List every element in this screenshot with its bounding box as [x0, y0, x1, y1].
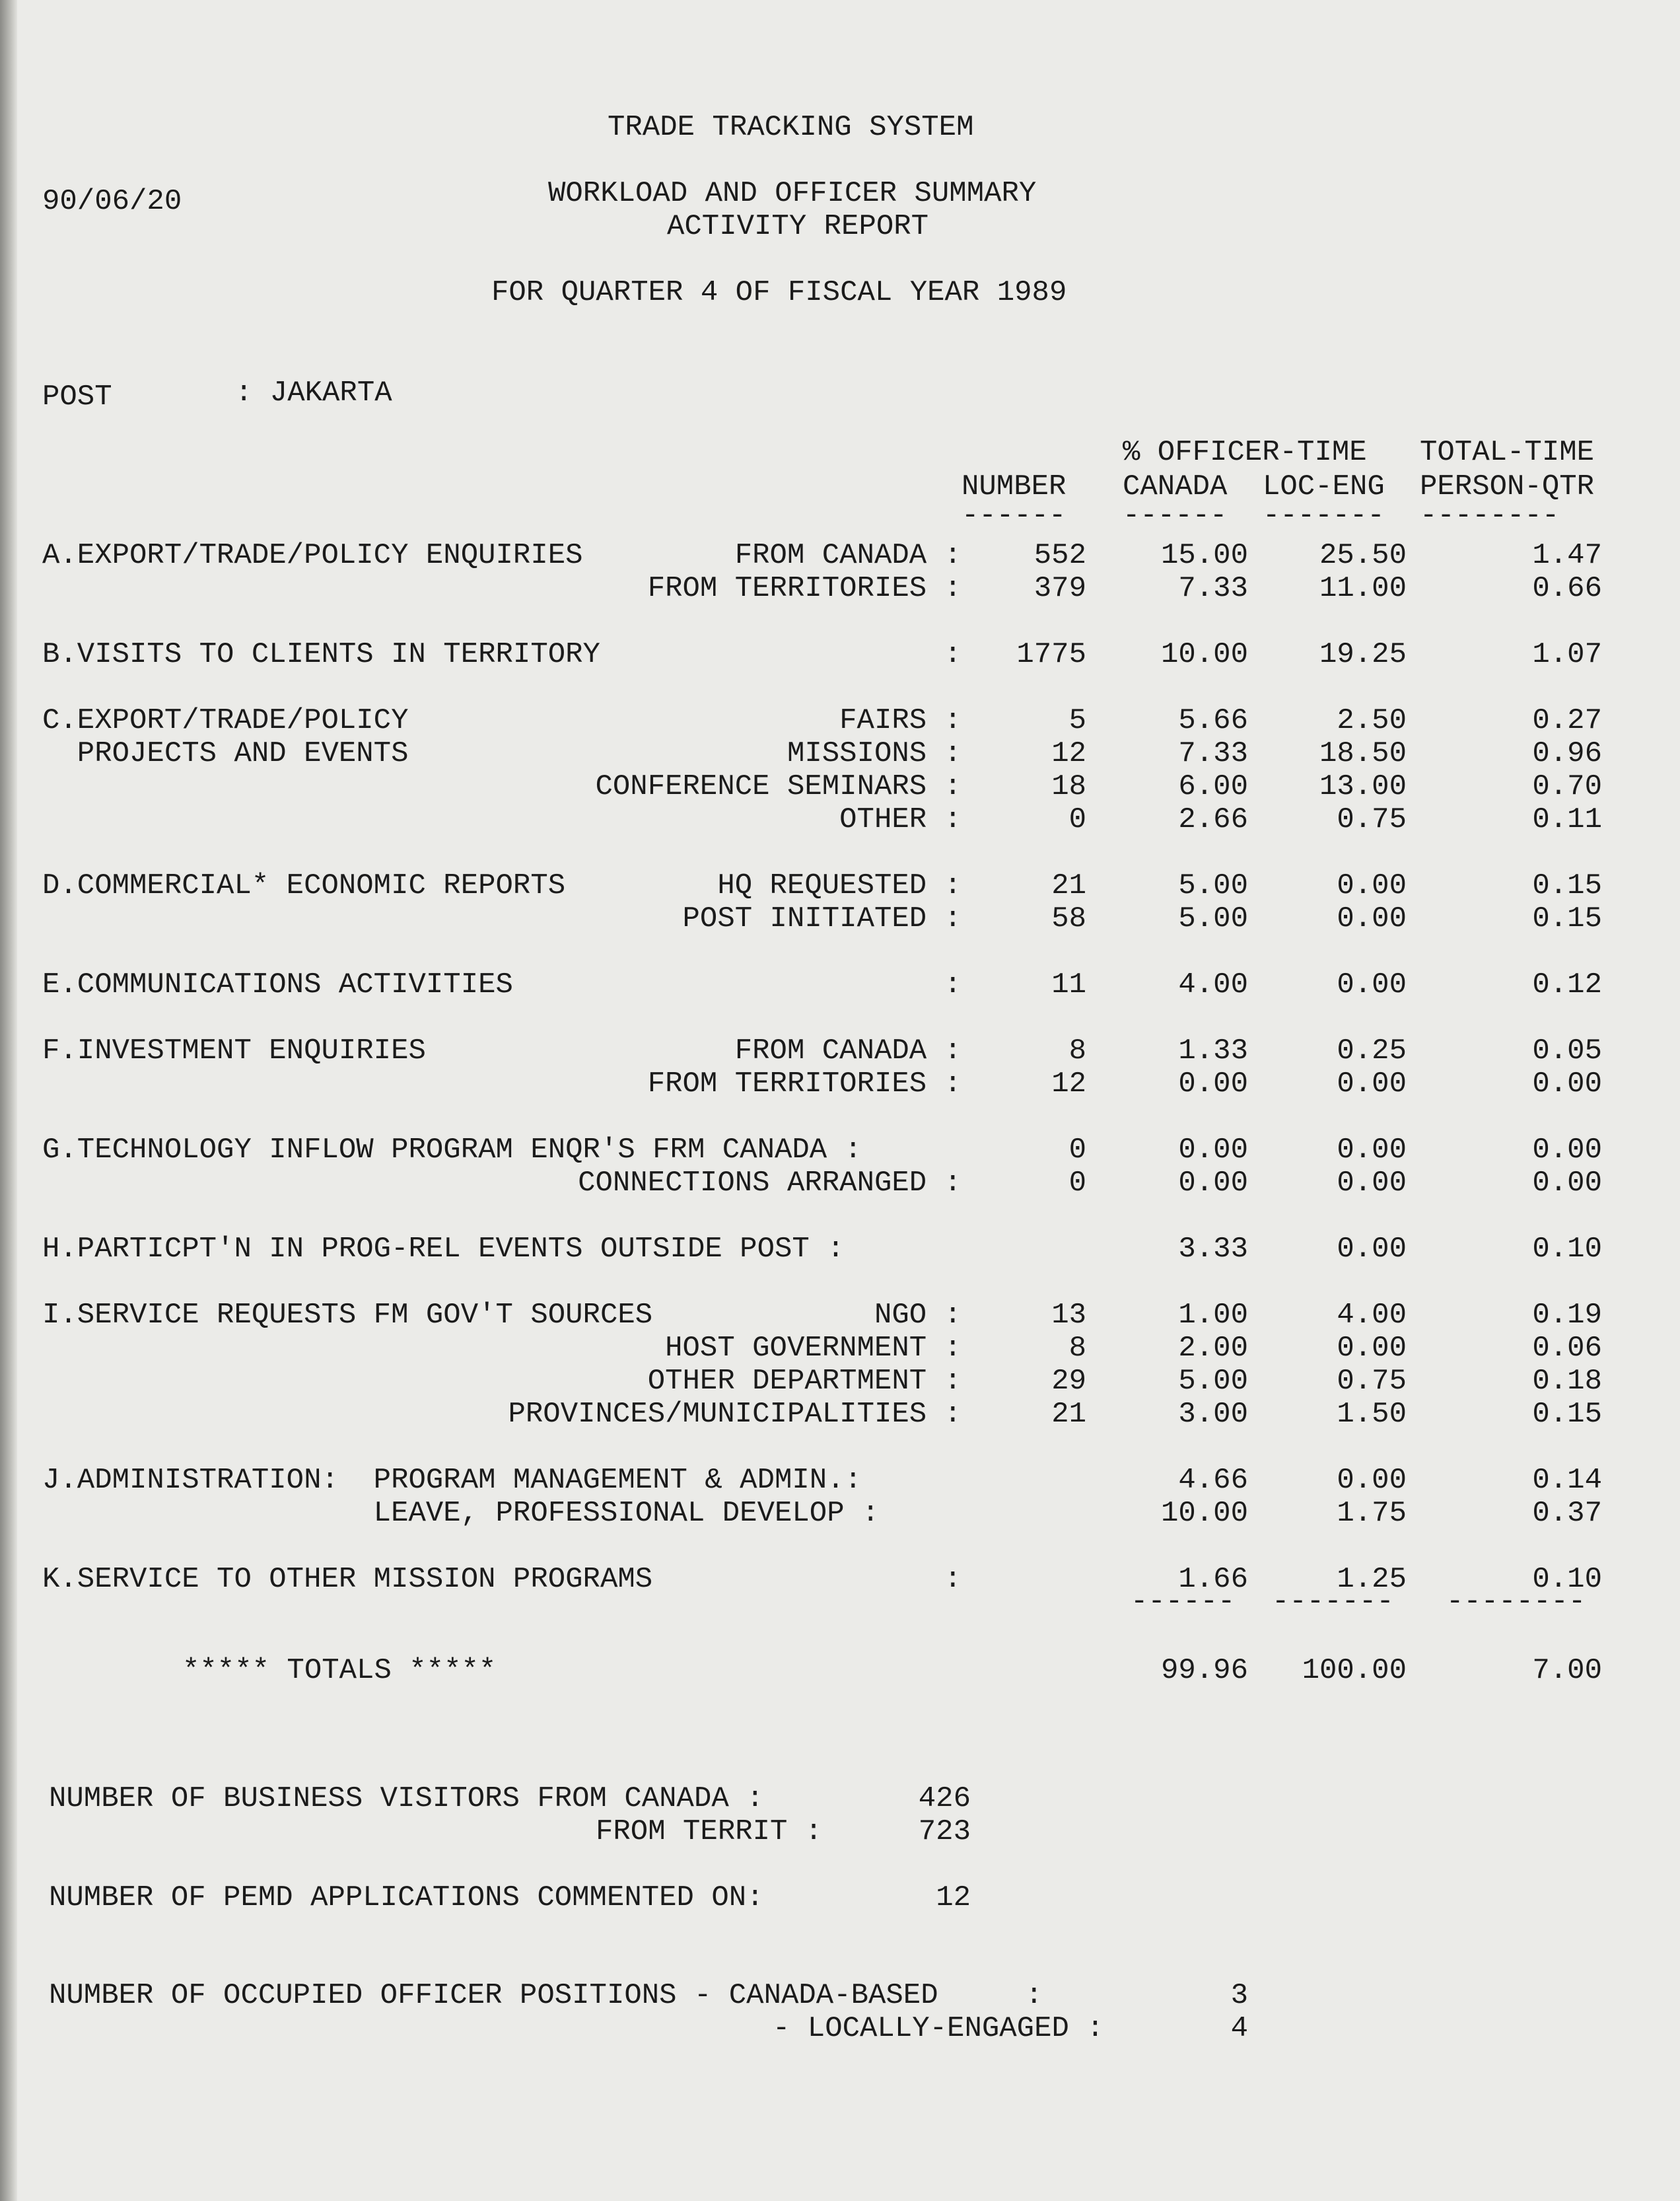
positions-label: NUMBER OF OCCUPIED OFFICER POSITIONS - CANADA-BASED :	[49, 1979, 1043, 2012]
row-loc-eng-pct: 1.50	[1337, 1398, 1407, 1431]
row-sublabel: NGO :	[874, 1299, 962, 1332]
col-number-rule: ------	[962, 499, 1067, 532]
row-sublabel: FROM TERRITORIES :	[647, 572, 962, 605]
row-person-qtr: 0.06	[1532, 1332, 1602, 1365]
row-label: PROJECTS AND EVENTS	[42, 737, 409, 770]
row-sublabel: :	[944, 638, 962, 671]
row-sublabel: :	[944, 968, 962, 1001]
col-canada-header: CANADA	[1123, 470, 1228, 503]
row-person-qtr: 0.00	[1532, 1134, 1602, 1167]
row-canada-pct: 4.00	[1178, 968, 1248, 1001]
row-label: B.VISITS TO CLIENTS IN TERRITORY	[42, 638, 600, 671]
row-sublabel: PROVINCES/MUNICIPALITIES :	[508, 1398, 962, 1431]
post-value: : JAKARTA	[235, 377, 392, 410]
col-total-time-header: TOTAL-TIME	[1420, 436, 1595, 469]
row-person-qtr: 0.19	[1532, 1299, 1602, 1332]
row-loc-eng-pct: 19.25	[1319, 638, 1407, 671]
row-sublabel: FROM CANADA :	[734, 1034, 962, 1067]
row-sublabel: FROM TERRITORIES :	[647, 1067, 962, 1100]
row-number: 11	[1051, 968, 1086, 1001]
row-loc-eng-pct: 0.25	[1337, 1034, 1407, 1067]
row-loc-eng-pct: 25.50	[1319, 539, 1407, 572]
row-person-qtr: 0.66	[1532, 572, 1602, 605]
row-loc-eng-pct: 0.00	[1337, 968, 1407, 1001]
row-loc-eng-pct: 4.00	[1337, 1299, 1407, 1332]
row-person-qtr: 0.96	[1532, 737, 1602, 770]
row-canada-pct: 3.33	[1178, 1233, 1248, 1266]
row-canada-pct: 2.00	[1178, 1332, 1248, 1365]
row-canada-pct: 5.00	[1178, 902, 1248, 935]
post-label: POST	[42, 380, 112, 414]
row-number: 8	[1068, 1332, 1086, 1365]
totals-canada: 99.96	[1160, 1654, 1248, 1687]
report-subtitle: ACTIVITY REPORT	[667, 210, 929, 243]
visitors-canada: 426	[918, 1782, 971, 1815]
row-person-qtr: 0.10	[1532, 1233, 1602, 1266]
row-label: K.SERVICE TO OTHER MISSION PROGRAMS	[42, 1563, 653, 1596]
report-period: FOR QUARTER 4 OF FISCAL YEAR 1989	[491, 276, 1067, 309]
visitors-territ-label: FROM TERRIT :	[596, 1815, 823, 1848]
row-canada-pct: 4.66	[1178, 1464, 1248, 1497]
row-label: H.PARTICPT'N IN PROG-REL EVENTS OUTSIDE POST :	[42, 1233, 845, 1266]
row-loc-eng-pct: 18.50	[1319, 737, 1407, 770]
row-person-qtr: 0.70	[1532, 770, 1602, 803]
row-loc-eng-pct: 1.25	[1337, 1563, 1407, 1596]
row-sublabel: OTHER DEPARTMENT :	[647, 1365, 962, 1398]
row-person-qtr: 0.00	[1532, 1167, 1602, 1200]
row-loc-eng-pct: 0.00	[1337, 1134, 1407, 1167]
row-number: 12	[1051, 737, 1086, 770]
row-label: J.ADMINISTRATION: PROGRAM MANAGEMENT & ADMIN.:	[42, 1464, 862, 1497]
positions-local-label: - LOCALLY-ENGAGED :	[773, 2012, 1104, 2045]
row-sublabel: :	[944, 1563, 962, 1596]
row-sublabel: POST INITIATED :	[682, 902, 962, 935]
row-number: 0	[1068, 1167, 1086, 1200]
row-loc-eng-pct: 13.00	[1319, 770, 1407, 803]
row-canada-pct: 5.66	[1178, 704, 1248, 737]
row-loc-eng-pct: 0.00	[1337, 1067, 1407, 1100]
row-person-qtr: 0.11	[1532, 803, 1602, 836]
row-label: F.INVESTMENT ENQUIRIES	[42, 1034, 426, 1067]
row-canada-pct: 5.00	[1178, 1365, 1248, 1398]
row-sublabel: FROM CANADA :	[734, 539, 962, 572]
totals-rule-canada: ------	[1131, 1585, 1236, 1618]
visitors-territ: 723	[918, 1815, 971, 1848]
col-loc-eng-header: LOC-ENG	[1263, 470, 1385, 503]
report-date: 90/06/20	[42, 185, 182, 218]
row-number: 21	[1051, 1398, 1086, 1431]
row-loc-eng-pct: 0.00	[1337, 1167, 1407, 1200]
row-loc-eng-pct: 0.75	[1337, 1365, 1407, 1398]
row-label: I.SERVICE REQUESTS FM GOV'T SOURCES	[42, 1299, 653, 1332]
row-number: 8	[1068, 1034, 1086, 1067]
totals-label: ***** TOTALS *****	[182, 1654, 497, 1687]
row-number: 0	[1068, 1134, 1086, 1167]
row-canada-pct: 6.00	[1178, 770, 1248, 803]
col-person-qtr-header: PERSON-QTR	[1420, 470, 1595, 503]
row-label: LEAVE, PROFESSIONAL DEVELOP :	[42, 1497, 880, 1530]
row-person-qtr: 0.15	[1532, 869, 1602, 902]
row-canada-pct: 1.00	[1178, 1299, 1248, 1332]
row-number: 29	[1051, 1365, 1086, 1398]
row-canada-pct: 10.00	[1160, 638, 1248, 671]
row-loc-eng-pct: 0.00	[1337, 902, 1407, 935]
row-canada-pct: 1.66	[1178, 1563, 1248, 1596]
row-canada-pct: 5.00	[1178, 869, 1248, 902]
totals-loc-eng: 100.00	[1302, 1654, 1407, 1687]
row-loc-eng-pct: 0.00	[1337, 1233, 1407, 1266]
row-sublabel: HQ REQUESTED :	[717, 869, 962, 902]
totals-person-qtr: 7.00	[1532, 1654, 1602, 1687]
row-number: 552	[1033, 539, 1086, 572]
col-person-qtr-rule: --------	[1420, 499, 1560, 532]
system-title: TRADE TRACKING SYSTEM	[608, 111, 974, 144]
col-number-header: NUMBER	[962, 470, 1067, 503]
col-officer-time-header: % OFFICER-TIME	[1123, 436, 1367, 469]
row-number: 21	[1051, 869, 1086, 902]
row-canada-pct: 0.00	[1178, 1134, 1248, 1167]
row-number: 58	[1051, 902, 1086, 935]
row-number: 379	[1033, 572, 1086, 605]
pemd-value: 12	[936, 1881, 971, 1914]
row-loc-eng-pct: 11.00	[1319, 572, 1407, 605]
row-person-qtr: 0.27	[1532, 704, 1602, 737]
row-number: 13	[1051, 1299, 1086, 1332]
row-person-qtr: 1.07	[1532, 638, 1602, 671]
report-title: WORKLOAD AND OFFICER SUMMARY	[548, 177, 1037, 210]
row-canada-pct: 15.00	[1160, 539, 1248, 572]
row-sublabel: HOST GOVERNMENT :	[665, 1332, 962, 1365]
row-loc-eng-pct: 2.50	[1337, 704, 1407, 737]
row-number: 0	[1068, 803, 1086, 836]
row-person-qtr: 0.14	[1532, 1464, 1602, 1497]
row-sublabel: FAIRS :	[839, 704, 962, 737]
col-canada-rule: ------	[1123, 499, 1228, 532]
row-person-qtr: 0.15	[1532, 1398, 1602, 1431]
row-loc-eng-pct: 0.00	[1337, 1332, 1407, 1365]
row-person-qtr: 0.37	[1532, 1497, 1602, 1530]
totals-rule-loc: -------	[1272, 1585, 1394, 1618]
row-canada-pct: 1.33	[1178, 1034, 1248, 1067]
row-person-qtr: 1.47	[1532, 539, 1602, 572]
row-number: 12	[1051, 1067, 1086, 1100]
row-number: 18	[1051, 770, 1086, 803]
row-canada-pct: 0.00	[1178, 1067, 1248, 1100]
row-canada-pct: 7.33	[1178, 572, 1248, 605]
row-loc-eng-pct: 0.00	[1337, 1464, 1407, 1497]
row-sublabel: CONFERENCE SEMINARS :	[595, 770, 962, 803]
row-loc-eng-pct: 0.00	[1337, 869, 1407, 902]
row-person-qtr: 0.05	[1532, 1034, 1602, 1067]
row-label: G.TECHNOLOGY INFLOW PROGRAM ENQR'S FRM CANADA :	[42, 1134, 862, 1167]
row-canada-pct: 2.66	[1178, 803, 1248, 836]
page-binding-edge	[0, 0, 17, 2201]
row-person-qtr: 0.18	[1532, 1365, 1602, 1398]
row-canada-pct: 0.00	[1178, 1167, 1248, 1200]
positions-local: 4	[1230, 2012, 1248, 2045]
positions-canada: 3	[1230, 1979, 1248, 2012]
row-canada-pct: 10.00	[1160, 1497, 1248, 1530]
row-label: E.COMMUNICATIONS ACTIVITIES	[42, 968, 513, 1001]
row-person-qtr: 0.00	[1532, 1067, 1602, 1100]
totals-rule-total: --------	[1446, 1585, 1586, 1618]
row-canada-pct: 7.33	[1178, 737, 1248, 770]
row-label: D.COMMERCIAL* ECONOMIC REPORTS	[42, 869, 566, 902]
row-person-qtr: 0.10	[1532, 1563, 1602, 1596]
row-label: A.EXPORT/TRADE/POLICY ENQUIRIES	[42, 539, 583, 572]
row-person-qtr: 0.12	[1532, 968, 1602, 1001]
row-canada-pct: 3.00	[1178, 1398, 1248, 1431]
row-sublabel: OTHER :	[839, 803, 962, 836]
visitors-label: NUMBER OF BUSINESS VISITORS FROM CANADA :	[49, 1782, 764, 1815]
row-sublabel: MISSIONS :	[787, 737, 962, 770]
row-number: 5	[1068, 704, 1086, 737]
row-number: 1775	[1016, 638, 1086, 671]
row-loc-eng-pct: 0.75	[1337, 803, 1407, 836]
pemd-label: NUMBER OF PEMD APPLICATIONS COMMENTED ON:	[49, 1881, 764, 1914]
row-person-qtr: 0.15	[1532, 902, 1602, 935]
row-sublabel: CONNECTIONS ARRANGED :	[578, 1167, 962, 1200]
row-loc-eng-pct: 1.75	[1337, 1497, 1407, 1530]
col-loc-eng-rule: -------	[1263, 499, 1385, 532]
row-label: C.EXPORT/TRADE/POLICY	[42, 704, 409, 737]
